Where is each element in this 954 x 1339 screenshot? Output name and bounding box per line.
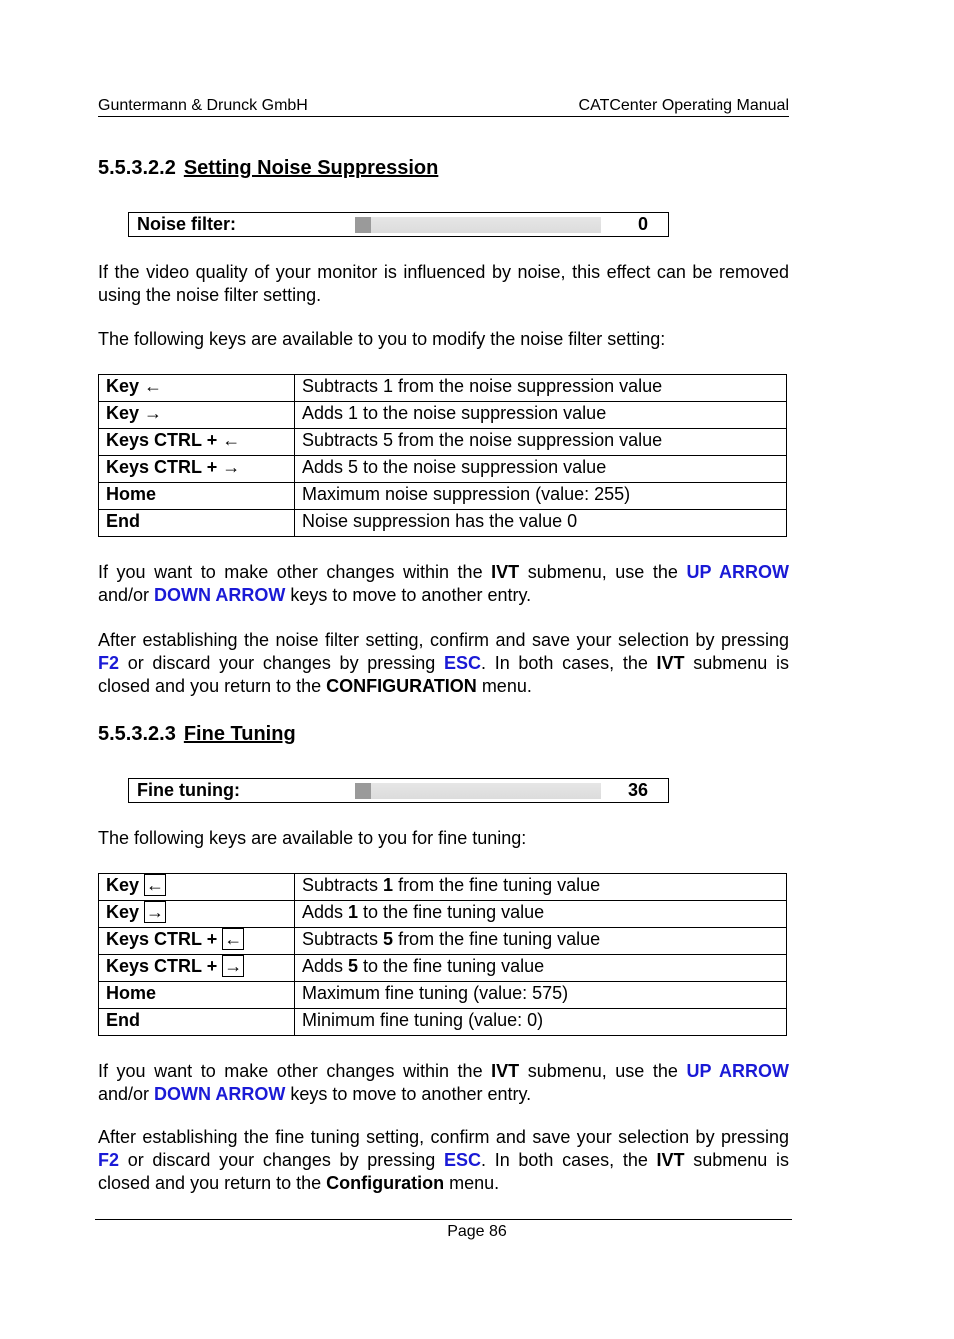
- desc-text: from the fine tuning value: [393, 875, 601, 895]
- key-cell: [99, 1009, 295, 1036]
- text: submenu, use the: [519, 1061, 687, 1081]
- description-cell: [295, 928, 787, 955]
- fine-tuning-slider[interactable]: [128, 778, 669, 803]
- description-cell: Adds 5 to the noise suppression value: [295, 456, 787, 483]
- text: . In both cases, the: [481, 1150, 657, 1170]
- table-row: [99, 982, 787, 1009]
- arrow-key-icon: →: [224, 956, 243, 976]
- section-heading-fine-tuning: [98, 723, 296, 746]
- section-number: 5.5.3.2.2: [98, 157, 176, 179]
- text: menu.: [476, 676, 532, 696]
- noise-filter-slider[interactable]: [128, 212, 669, 237]
- slider-knob[interactable]: [355, 783, 371, 799]
- up-arrow-key: UP ARROW: [686, 1061, 789, 1081]
- desc-amount: 1: [383, 875, 394, 895]
- ivt-term: IVT: [656, 1150, 685, 1170]
- paragraph: [98, 561, 789, 607]
- key-cell: [99, 955, 295, 982]
- noise-keys-table: [98, 374, 787, 537]
- table-row: [99, 375, 787, 402]
- text: keys to move to another entry.: [285, 585, 532, 605]
- desc-text: Minimum fine tuning (value: 0): [302, 1010, 544, 1030]
- section-title: Fine Tuning: [183, 723, 296, 745]
- key-text: Keys CTRL +: [106, 956, 223, 976]
- key-cell: End: [99, 510, 295, 537]
- description-cell: Maximum noise suppression (value: 255): [295, 483, 787, 510]
- desc-amount: 1: [348, 902, 359, 922]
- up-arrow-key: UP ARROW: [686, 562, 789, 582]
- text: submenu is closed and you return to the: [98, 653, 789, 696]
- key-cell: [99, 901, 295, 928]
- fine-tuning-keys-table: [98, 873, 787, 1036]
- key-text: Keys CTRL +: [106, 929, 223, 949]
- table-row: [99, 483, 787, 510]
- description-cell: [295, 874, 787, 901]
- description-cell: [295, 901, 787, 928]
- section-title: Setting Noise Suppression: [183, 157, 439, 179]
- menu-term: Configuration: [326, 1173, 445, 1193]
- desc-text: from the fine tuning value: [393, 929, 601, 949]
- text: If you want to make other changes within the: [98, 562, 492, 582]
- ivt-term: IVT: [491, 1061, 520, 1081]
- text: and/or: [98, 585, 155, 605]
- table-row: [99, 955, 787, 982]
- down-arrow-key: DOWN ARROW: [154, 585, 286, 605]
- key-cell: Keys CTRL + →: [99, 456, 295, 483]
- table-row: [99, 429, 787, 456]
- desc-text: to the fine tuning value: [358, 956, 545, 976]
- text: submenu, use the: [519, 562, 687, 582]
- header-manual-title: CATCenter Operating Manual: [578, 97, 789, 114]
- section-number: 5.5.3.2.3: [98, 723, 176, 745]
- table-row: [99, 456, 787, 483]
- key-cell: Home: [99, 483, 295, 510]
- text: menu.: [444, 1173, 500, 1193]
- desc-text: Adds: [302, 902, 349, 922]
- text: . In both cases, the: [481, 653, 657, 673]
- key-cell: Key →: [99, 402, 295, 429]
- arrow-key-icon: ←: [224, 929, 243, 949]
- slider-track[interactable]: [355, 783, 601, 799]
- text: If you want to make other changes within the: [98, 1061, 492, 1081]
- desc-text: Subtracts: [302, 875, 384, 895]
- slider-value: 36: [627, 780, 648, 800]
- text: After establishing the noise filter setting, confirm and save your selection by pressing: [98, 630, 789, 650]
- table-row: [99, 402, 787, 429]
- description-cell: Noise suppression has the value 0: [295, 510, 787, 537]
- key-cell: Key ←: [99, 375, 295, 402]
- key-cell: Keys CTRL + ←: [99, 429, 295, 456]
- text: or discard your changes by pressing: [119, 1150, 444, 1170]
- text: submenu is closed and you return to the: [98, 1150, 789, 1193]
- desc-text: Maximum fine tuning (value: 575): [302, 983, 569, 1003]
- arrow-key-icon: →: [146, 902, 165, 922]
- key-text: Key: [106, 902, 145, 922]
- page-header: [98, 97, 789, 117]
- header-company: Guntermann & Drunck GmbH: [98, 97, 308, 114]
- description-cell: [295, 1009, 787, 1036]
- key-text: Home: [106, 983, 157, 1003]
- section-heading-noise: [98, 157, 438, 180]
- desc-amount: 5: [348, 956, 359, 976]
- key-text: Key: [106, 875, 145, 895]
- menu-term: CONFIGURATION: [326, 676, 477, 696]
- slider-track[interactable]: [355, 217, 601, 233]
- ivt-term: IVT: [656, 653, 685, 673]
- description-cell: Subtracts 5 from the noise suppression value: [295, 429, 787, 456]
- arrow-key-icon: ←: [146, 875, 165, 895]
- desc-text: to the fine tuning value: [358, 902, 545, 922]
- key-cell: [99, 874, 295, 901]
- f2-key: F2: [98, 1150, 120, 1170]
- f2-key: F2: [98, 653, 120, 673]
- slider-label: Fine tuning:: [137, 780, 240, 800]
- text: After establishing the fine tuning setting, confirm and save your selection by pressing: [98, 1127, 789, 1147]
- paragraph: The following keys are available to you to modify the noise filter setting:: [98, 329, 666, 349]
- desc-amount: 5: [383, 929, 394, 949]
- paragraph: If the video quality of your monitor is influenced by noise, this effect can be removed using the noise filter setting.: [98, 262, 789, 305]
- paragraph: [98, 629, 789, 698]
- text: keys to move to another entry.: [285, 1084, 532, 1104]
- table-row: [99, 901, 787, 928]
- key-cell: [99, 982, 295, 1009]
- table-row: [99, 928, 787, 955]
- footer-rule: [95, 1219, 792, 1220]
- text: and/or: [98, 1084, 155, 1104]
- desc-text: Subtracts: [302, 929, 384, 949]
- key-cell: [99, 928, 295, 955]
- paragraph: The following keys are available to you for fine tuning:: [98, 828, 527, 848]
- text: or discard your changes by pressing: [119, 653, 444, 673]
- table-row: [99, 510, 787, 537]
- paragraph: [98, 1060, 789, 1106]
- key-text: End: [106, 1010, 140, 1030]
- esc-key: ESC: [443, 653, 481, 673]
- table-row: [99, 874, 787, 901]
- description-cell: [295, 955, 787, 982]
- slider-label: Noise filter:: [137, 214, 237, 234]
- esc-key: ESC: [443, 1150, 481, 1170]
- page-number: Page 86: [447, 1223, 507, 1240]
- desc-text: Adds: [302, 956, 349, 976]
- slider-knob[interactable]: [355, 217, 371, 233]
- slider-value: 0: [637, 214, 648, 234]
- description-cell: Subtracts 1 from the noise suppression value: [295, 375, 787, 402]
- down-arrow-key: DOWN ARROW: [154, 1084, 286, 1104]
- ivt-term: IVT: [491, 562, 520, 582]
- description-cell: Adds 1 to the noise suppression value: [295, 402, 787, 429]
- description-cell: [295, 982, 787, 1009]
- paragraph: [98, 1126, 789, 1195]
- table-row: [99, 1009, 787, 1036]
